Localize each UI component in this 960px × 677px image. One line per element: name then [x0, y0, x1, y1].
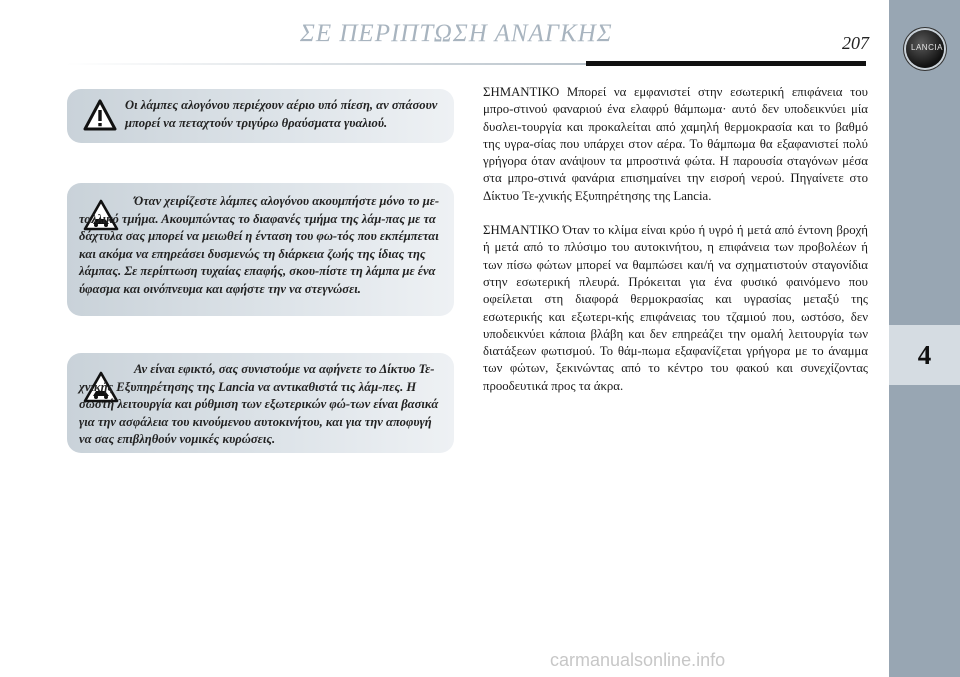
watermark: carmanualsonline.info: [550, 650, 726, 670]
header-rule-gradient: [66, 63, 586, 65]
header-rule-bold: [586, 61, 866, 66]
section-tab[interactable]: 4: [889, 325, 960, 385]
warning-text: Οι λάμπες αλογόνου περιέχουν αέριο υπό πίεση, αν σπάσουν μπορεί να πεταχτούν τριγύρω θραύσματα γυαλιού.: [125, 98, 438, 130]
body-text-column: [483, 84, 868, 412]
page-title: ΣΕ ΠΕΡΙΠΤΩΣΗ ΑΝΑΓΚΗΣ: [300, 20, 613, 47]
warning-box: [67, 89, 454, 143]
environment-text: Αν είναι εφικτό, σας συνιστούμε να αφήνετε το Δίκτυο Τε-χνικής Εξυπηρέτησης της Lancia να αντικαθιστά τις λάμ-πες. Η σωστή λειτουργία και ρύθμιση των εξωτερικών φώ-των είναι βασικά για την ασφάλεια του κινούμενου αυτοκινήτου, και για την αποφυγή να σας επιβληθούν νομικές κυρώσεις.: [79, 362, 439, 446]
environment-text: Όταν χειρίζεστε λάμπες αλογόνου ακουμπήστε μόνο το με-ταλλικό τμήμα. Ακουμπώντας το διαφανές τμήμα της λάμ-πας με τα δάχτυλα σας μπορεί να μειωθεί η ένταση του φω-τός που εκπέμπεται και ακόμα να επηρεάσει δυσμενώς τη διάρκεια ζωής της ίδιας της λάμπας. Σε περίπτωση τυχαίας επαφής, σκου-πίστε τη λάμπα με ένα ύφασμα και οινόπνευμα και αφήστε την να στεγνώσει.: [79, 194, 440, 296]
important-note-paragraph: ΣΗΜΑΝΤΙΚΟ Όταν το κλίμα είναι κρύο ή υγρό ή μετά από έντονη βροχή ή μετά από το πλύσιμο του αυτοκινήτου, η επιφάνεια των προβολέων ή των πίσω φώτων μπορεί να θαμπώσει και/ή να σχηματιστούν σταγονίδια στην εσωτερική πλευρά. Πρόκειται για ένα φυσικό φαινόμενο που οφείλεται στη διαφορά θερμοκρασίας και υγρασίας μεταξύ της εσωτερικής και εξωτερι-κής επιφάνειας του τζαμιού που, ωστόσο, δεν υποδεικνύει κάποια βλάβη και δεν επηρεάζει την ομαλή λειτουργία των διατάξεων φωτισμού. Το θάμ-πωμα εξαφανίζεται γρήγορα με το άναμμα των φώτων, ξεκινώντας από το κέντρο του φακού και συνεχίζοντας προοδευτικά προς τα άκρα.: [483, 223, 868, 393]
important-note-paragraph: ΣΗΜΑΝΤΙΚΟ Μπορεί να εμφανιστεί στην εσωτερική επιφάνεια του μπρο-στινού φαναριού ένα ελαφρύ θάμπωμα· αυτό δεν υποδεικνύει μία δυσλει-τουργία και προκαλείται από χαμηλή θερμοκρασία και το βαθμό της υγρα-σίας που υπάρχει στον αέρα. Το θάμπωμα θα εξαφανιστεί πολύ γρήγορα όταν ανάψουν τα μπροστινά φώτα. Η παρουσία σταγόνων μέσα στα μπρο-στινά φανάρια επισημαίνει την εισροή νερού. Πηγαίνετε στο Δίκτυο Τε-χνικής Εξυπηρέτησης της Lancia.: [483, 85, 868, 203]
lancia-logo: [906, 30, 944, 68]
logo-text: LANCIA: [911, 43, 943, 52]
page-number: 207: [842, 33, 869, 53]
environment-box: [67, 183, 454, 316]
warning-triangle-icon: [83, 99, 117, 131]
environment-box: [67, 353, 454, 453]
